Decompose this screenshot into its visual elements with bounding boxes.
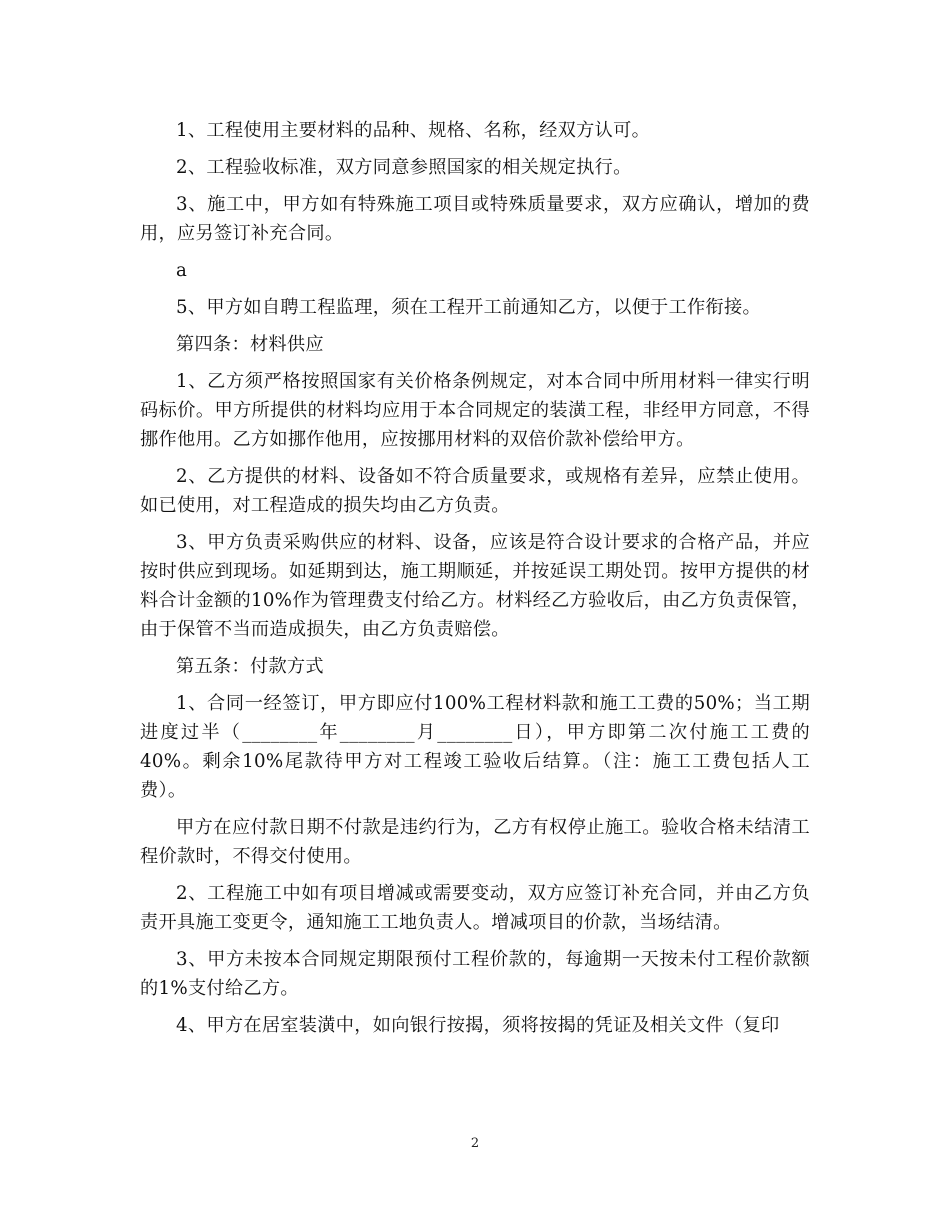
paragraph-payment-schedule: 1、合同一经签订，甲方即应付100%工程材料款和施工工费的50%；当工期进度过半（________年________月________日），甲方即第二次付施工工费的40%。剩余10%尾款待甲方对工程竣工验收后结算。（注：施工工费包括人工费）。 [140,693,810,801]
section-heading-article-4: 第四条：材料供应 [176,334,324,355]
paragraph-supervision: 5、甲方如自聘工程监理，须在工程开工前通知乙方，以便于工作衔接。 [176,297,761,318]
paragraph-late-penalty: 3、甲方未按本合同规定期限预付工程价款的，每逾期一天按未付工程价款额的1%支付给乙方。 [140,949,810,999]
document-body [140,116,810,1048]
paragraph-acceptance-standard: 2、工程验收标准，双方同意参照国家的相关规定执行。 [176,157,632,178]
paragraph-change-orders: 2、工程施工中如有项目增减或需要变动，双方应签订补充合同，并由乙方负责开具施工变更令，通知施工工地负责人。增减项目的价款，当场结清。 [140,883,810,933]
paragraph-stray-a: a [176,260,188,281]
paragraph-client-supplied-materials: 3、甲方负责采购供应的材料、设备，应该是符合设计要求的合格产品，并应按时供应到现场。如延期到达，施工期顺延，并按延误工期处罚。按甲方提供的材料合计金额的10%作为管理费支付给乙方。材料经乙方验收后，由乙方负责保管，由于保管不当而造成损失，由乙方负责赔偿。 [140,532,810,640]
paragraph-special-requirements: 3、施工中，甲方如有特殊施工项目或特殊质量要求，双方应确认，增加的费用，应另签订补充合同。 [140,194,810,244]
paragraph-materials-approval: 1、工程使用主要材料的品种、规格、名称，经双方认可。 [176,120,651,141]
section-heading-article-5: 第五条：付款方式 [176,656,324,677]
page-number: 2 [470,1136,480,1151]
paragraph-mortgage: 4、甲方在居室装潢中，如向银行按揭，须将按揭的凭证及相关文件（复印 [176,1015,780,1036]
paragraph-price-labeling: 1、乙方须严格按照国家有关价格条例规定，对本合同中所用材料一律实行明码标价。甲方所提供的材料均应用于本合同规定的装潢工程，非经甲方同意，不得挪作他用。乙方如挪作他用，应按挪用材料的双倍价款补偿给甲方。 [140,371,810,450]
paragraph-material-quality: 2、乙方提供的材料、设备如不符合质量要求，或规格有差异，应禁止使用。如已使用，对工程造成的损失均由乙方负责。 [140,466,810,516]
paragraph-late-payment-rights: 甲方在应付款日期不付款是违约行为，乙方有权停止施工。验收合格未结清工程价款时，不得交付使用。 [140,817,810,867]
